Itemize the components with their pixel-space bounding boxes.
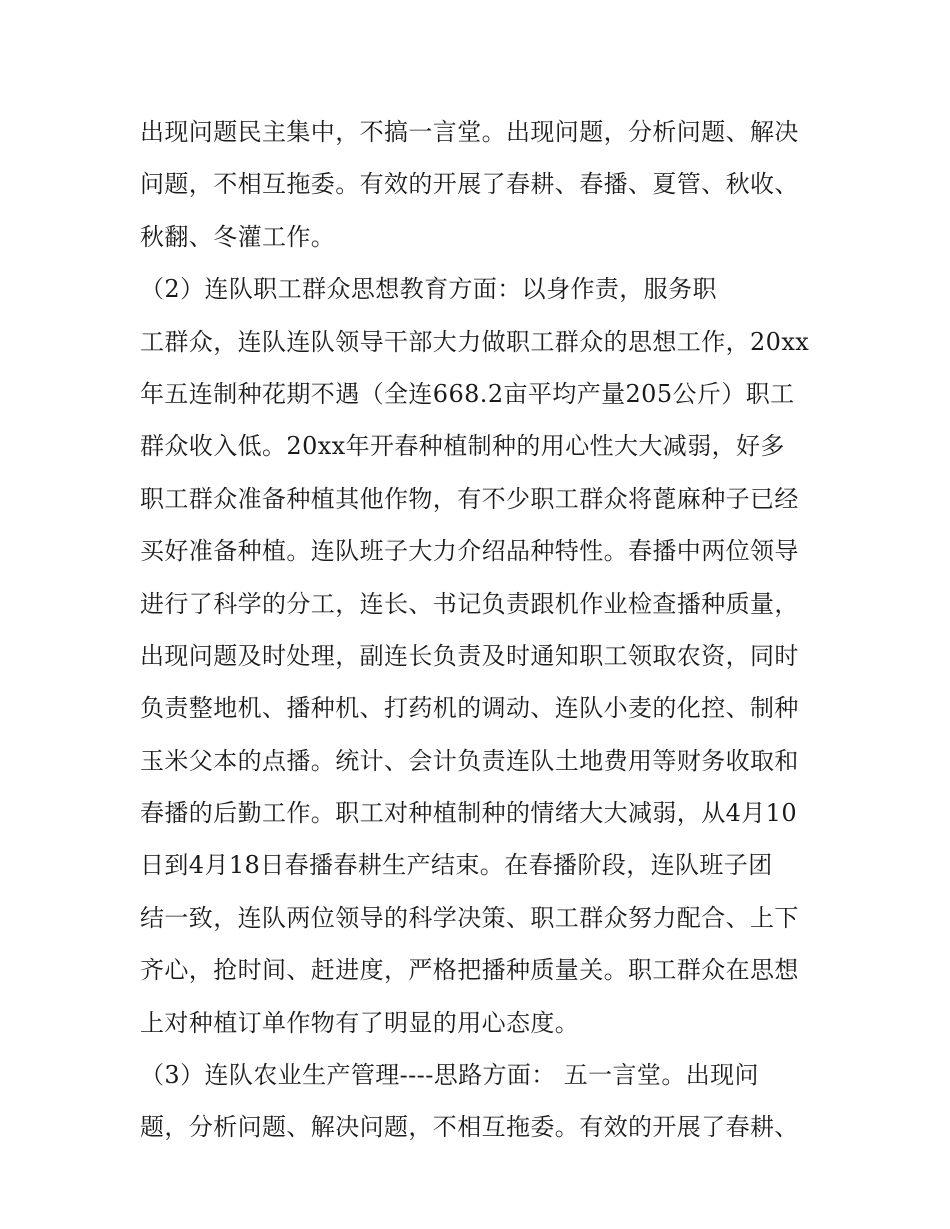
text-line: 问题，不相互拖委。有效的开展了春耕、春播、夏管、秋收、 xyxy=(140,170,799,199)
text-line: 秋翻、冬灌工作。 xyxy=(140,222,336,251)
text-line: 春播的后勤工作。职工对种植制种的情绪大大减弱，从4月10 xyxy=(140,799,798,828)
text-line: 日到4月18日春播春耕生产结束。在春播阶段，连队班子团 xyxy=(140,851,773,880)
text-line: 进行了科学的分工，连长、书记负责跟机作业检查播种质量， xyxy=(140,589,799,618)
text-line: 出现问题民主集中，不搞一言堂。出现问题，分析问题、解决 xyxy=(140,118,799,146)
text-line: 出现问题及时处理，副连长负责及时通知职工领取农资，同时 xyxy=(140,641,799,670)
text-line: 职工群众准备种植其他作物，有不少职工群众将蓖麻种子已经 xyxy=(140,484,799,513)
text-line: 题，分析问题、解决问题，不相互拖委。有效的开展了春耕、 xyxy=(140,1113,799,1142)
text-line: 工群众，连队连队领导干部大力做职工群众的思想工作，20xx xyxy=(140,327,810,356)
text-line: 上对种植订单作物有了明显的用心态度。 xyxy=(140,1008,580,1037)
text-line: 负责整地机、播种机、打药机的调动、连队小麦的化控、制种 xyxy=(140,694,799,723)
section-2-heading-line: （2）连队职工群众思想教育方面：以身作责，服务职 xyxy=(140,275,717,304)
text-line: 群众收入低。20xx年开春种植制种的用心性大大减弱，好多 xyxy=(140,432,785,461)
text-line: 齐心，抢时间、赶进度，严格把播种质量关。职工群众在思想 xyxy=(140,956,799,985)
text-line: 年五连制种花期不遇（全连668.2亩平均产量205公斤）职工 xyxy=(140,379,795,408)
text-line: 买好准备种植。连队班子大力介绍品种特性。春播中两位领导 xyxy=(140,537,799,566)
text-line: 玉米父本的点播。统计、会计负责连队土地费用等财务收取和 xyxy=(140,746,799,775)
section-3-heading-line: （3）连队农业生产管理----思路方面： 五一言堂。出现问 xyxy=(140,1061,759,1090)
text-line: 结一致，连队两位领导的科学决策、职工群众努力配合、上下 xyxy=(140,903,799,932)
body-text xyxy=(140,106,820,1154)
